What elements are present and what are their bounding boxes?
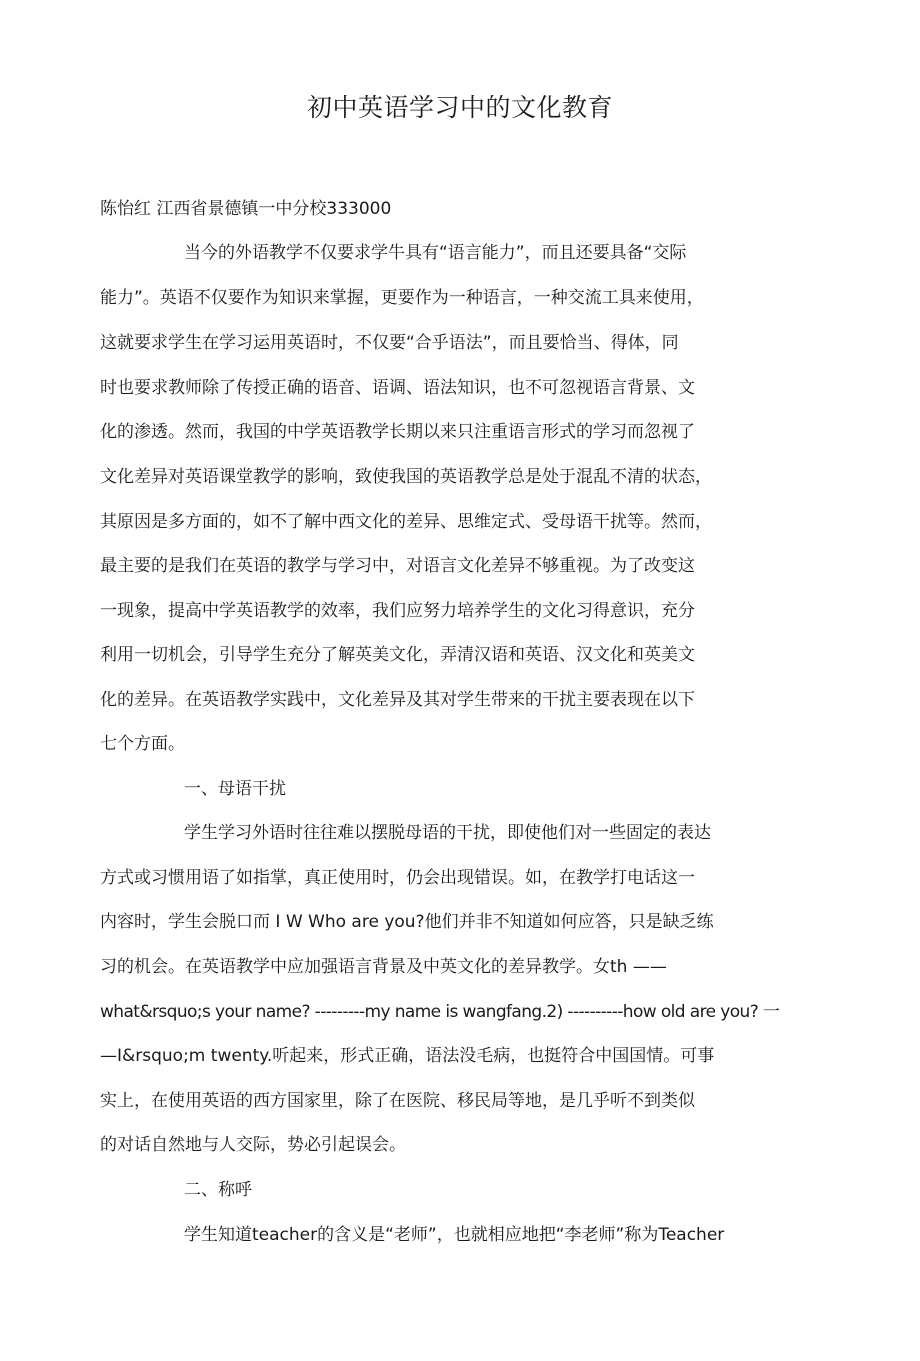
body-line: 能力”。英语不仅要作为知识来掌握，更要作为一种语言，一种交流工具来使用， (100, 288, 704, 308)
body-line: 内容时，学生会脱口而 I W Who are you?他们并非不知道如何应答，只是缺乏练 (100, 912, 714, 932)
body-line: what&rsquo;s your name? ---------my name is wangfang.2) ----------how old are you? 一 (100, 1002, 780, 1022)
section-heading: 一、母语干扰 (184, 779, 286, 799)
body-line: 学生知道teacher的含义是“老师”，也就相应地把“李老师”称为Teacher (184, 1225, 725, 1245)
document-title: 初中英语学习中的文化教育 (306, 93, 613, 122)
body-line: 时也要求教师除了传授正确的语音、语调、语法知识，也不可忽视语言背景、文 (100, 378, 695, 398)
author-line: 陈怡红 江西省景德镇一中分校333000 (100, 199, 392, 219)
body-line: 方式或习惯用语了如指掌，真正使用时，仍会出现错误。如，在教学打电话这一 (100, 868, 695, 888)
body-line: 习的机会。在英语教学中应加强语言背景及中英文化的差异教学。女th —— (100, 957, 667, 977)
body-line: 一现象，提高中学英语教学的效率，我们应努力培养学生的文化习得意识，充分 (100, 601, 695, 621)
body-line: 学生学习外语时往往难以摆脱母语的干扰，即使他们对一些固定的表达 (184, 823, 711, 843)
body-line: 最主要的是我们在英语的教学与学习中，对语言文化差异不够重视。为了改变这 (100, 556, 695, 576)
section-heading: 二、称呼 (184, 1180, 252, 1200)
body-line: 的对话自然地与人交际，势必引起误会。 (100, 1135, 406, 1155)
body-line: 实上，在使用英语的西方国家里，除了在医院、移民局等地，是几乎听不到类似 (100, 1091, 695, 1111)
body-line: 七个方面。 (100, 734, 185, 754)
body-line: 当今的外语教学不仅要求学牛具有“语言能力”，而且还要具备“交际 (184, 243, 687, 263)
body-line: 化的差异。在英语教学实践中，文化差异及其对学生带来的干扰主要表现在以下 (100, 690, 695, 710)
body-line: 利用一切机会，引导学生充分了解英美文化，弄清汉语和英语、汉文化和英美文 (100, 645, 695, 665)
body-line: —I&rsquo;m twenty.听起来，形式正确，语法没毛病，也挺符合中国国情。可事 (100, 1046, 715, 1066)
body-line: 化的渗透。然而，我国的中学英语教学长期以来只注重语言形式的学习而忽视了 (100, 422, 695, 442)
body-line: 文化差异对英语课堂教学的影响，致使我国的英语教学总是处于混乱不清的状态， (100, 467, 712, 487)
body-line: 这就要求学生在学习运用英语时，不仅要“合乎语法”，而且要恰当、得体，同 (100, 333, 679, 353)
body-line: 其原因是多方面的，如不了解中西文化的差异、思维定式、受母语干扰等。然而， (100, 512, 712, 532)
